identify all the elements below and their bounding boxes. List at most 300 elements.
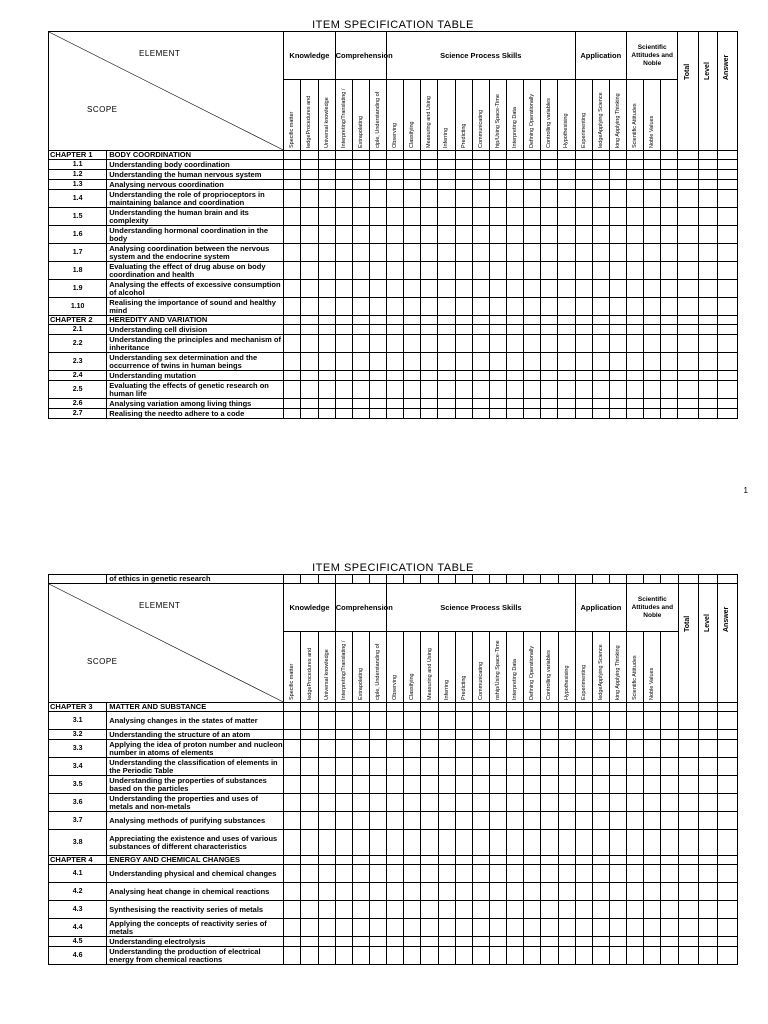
cell[interactable] xyxy=(644,151,661,160)
cell[interactable] xyxy=(421,776,438,794)
cell[interactable] xyxy=(387,856,404,865)
cell[interactable] xyxy=(541,703,558,712)
cell[interactable] xyxy=(421,160,438,170)
cell[interactable] xyxy=(489,371,506,381)
cell[interactable] xyxy=(404,830,421,856)
cell[interactable] xyxy=(661,151,678,160)
cell[interactable] xyxy=(472,712,489,730)
cell[interactable] xyxy=(661,794,678,812)
cell[interactable] xyxy=(717,812,737,830)
cell[interactable] xyxy=(678,856,698,865)
cell[interactable] xyxy=(678,381,698,399)
cell[interactable] xyxy=(558,381,575,399)
cell[interactable] xyxy=(575,280,592,298)
cell[interactable] xyxy=(592,712,609,730)
cell[interactable] xyxy=(698,947,717,965)
cell[interactable] xyxy=(575,371,592,381)
cell[interactable] xyxy=(335,160,352,170)
cell[interactable] xyxy=(506,409,523,419)
cell[interactable] xyxy=(592,325,609,335)
cell[interactable] xyxy=(387,730,404,740)
cell[interactable] xyxy=(627,812,644,830)
cell[interactable] xyxy=(627,901,644,919)
cell[interactable] xyxy=(318,856,335,865)
cell[interactable] xyxy=(284,919,301,937)
cell[interactable] xyxy=(541,794,558,812)
cell[interactable] xyxy=(506,190,523,208)
cell[interactable] xyxy=(421,712,438,730)
cell[interactable] xyxy=(387,280,404,298)
cell[interactable] xyxy=(575,399,592,409)
cell[interactable] xyxy=(541,335,558,353)
cell[interactable] xyxy=(352,262,369,280)
cell[interactable] xyxy=(678,335,698,353)
cell[interactable] xyxy=(661,776,678,794)
cell[interactable] xyxy=(661,170,678,180)
cell[interactable] xyxy=(717,325,737,335)
cell[interactable] xyxy=(626,262,643,280)
cell[interactable] xyxy=(284,325,301,335)
cell[interactable] xyxy=(301,883,318,901)
cell[interactable] xyxy=(558,151,575,160)
cell[interactable] xyxy=(438,712,455,730)
cell[interactable] xyxy=(369,335,386,353)
cell[interactable] xyxy=(661,180,678,190)
cell[interactable] xyxy=(370,883,387,901)
cell[interactable] xyxy=(644,190,661,208)
cell[interactable] xyxy=(472,947,489,965)
cell[interactable] xyxy=(678,170,698,180)
cell[interactable] xyxy=(661,325,678,335)
cell[interactable] xyxy=(524,865,541,883)
cell[interactable] xyxy=(352,226,369,244)
cell[interactable] xyxy=(575,712,592,730)
cell[interactable] xyxy=(524,298,541,316)
cell[interactable] xyxy=(644,776,661,794)
cell[interactable] xyxy=(609,244,626,262)
cell[interactable] xyxy=(627,575,644,584)
cell[interactable] xyxy=(626,280,643,298)
cell[interactable] xyxy=(284,794,301,812)
cell[interactable] xyxy=(507,830,524,856)
cell[interactable] xyxy=(558,160,575,170)
cell[interactable] xyxy=(284,298,301,316)
cell[interactable] xyxy=(387,190,404,208)
cell[interactable] xyxy=(318,180,335,190)
cell[interactable] xyxy=(301,830,318,856)
cell[interactable] xyxy=(489,399,506,409)
cell[interactable] xyxy=(575,830,592,856)
cell[interactable] xyxy=(541,901,558,919)
cell[interactable] xyxy=(541,575,558,584)
cell[interactable] xyxy=(301,262,318,280)
cell[interactable] xyxy=(609,335,626,353)
cell[interactable] xyxy=(644,794,661,812)
cell[interactable] xyxy=(318,381,335,399)
cell[interactable] xyxy=(387,865,404,883)
cell[interactable] xyxy=(335,316,352,325)
cell[interactable] xyxy=(369,262,386,280)
cell[interactable] xyxy=(455,712,472,730)
cell[interactable] xyxy=(489,353,506,371)
cell[interactable] xyxy=(644,208,661,226)
cell[interactable] xyxy=(404,740,421,758)
cell[interactable] xyxy=(301,865,318,883)
cell[interactable] xyxy=(490,947,507,965)
cell[interactable] xyxy=(421,856,438,865)
cell[interactable] xyxy=(558,244,575,262)
cell[interactable] xyxy=(717,901,737,919)
cell[interactable] xyxy=(489,335,506,353)
cell[interactable] xyxy=(644,865,661,883)
cell[interactable] xyxy=(644,575,661,584)
cell[interactable] xyxy=(609,226,626,244)
cell[interactable] xyxy=(387,262,404,280)
cell[interactable] xyxy=(404,947,421,965)
cell[interactable] xyxy=(506,226,523,244)
cell[interactable] xyxy=(352,316,369,325)
cell[interactable] xyxy=(541,151,558,160)
cell[interactable] xyxy=(609,381,626,399)
cell[interactable] xyxy=(490,812,507,830)
cell[interactable] xyxy=(284,865,301,883)
cell[interactable] xyxy=(644,758,661,776)
cell[interactable] xyxy=(627,712,644,730)
cell[interactable] xyxy=(644,353,661,371)
cell[interactable] xyxy=(335,280,352,298)
cell[interactable] xyxy=(352,151,369,160)
cell[interactable] xyxy=(678,919,698,937)
cell[interactable] xyxy=(352,830,369,856)
cell[interactable] xyxy=(507,740,524,758)
cell[interactable] xyxy=(524,776,541,794)
cell[interactable] xyxy=(558,937,575,947)
cell[interactable] xyxy=(575,208,592,226)
cell[interactable] xyxy=(575,883,592,901)
cell[interactable] xyxy=(438,865,455,883)
cell[interactable] xyxy=(609,316,626,325)
cell[interactable] xyxy=(507,937,524,947)
cell[interactable] xyxy=(318,712,335,730)
cell[interactable] xyxy=(472,316,489,325)
cell[interactable] xyxy=(301,190,318,208)
cell[interactable] xyxy=(575,703,592,712)
cell[interactable] xyxy=(455,244,472,262)
cell[interactable] xyxy=(698,830,717,856)
cell[interactable] xyxy=(626,381,643,399)
cell[interactable] xyxy=(661,856,678,865)
cell[interactable] xyxy=(455,298,472,316)
cell[interactable] xyxy=(352,856,369,865)
cell[interactable] xyxy=(698,160,717,170)
cell[interactable] xyxy=(592,830,609,856)
cell[interactable] xyxy=(524,758,541,776)
cell[interactable] xyxy=(472,758,489,776)
cell[interactable] xyxy=(318,794,335,812)
cell[interactable] xyxy=(318,316,335,325)
cell[interactable] xyxy=(558,856,575,865)
cell[interactable] xyxy=(318,280,335,298)
cell[interactable] xyxy=(284,937,301,947)
cell[interactable] xyxy=(455,381,472,399)
cell[interactable] xyxy=(387,703,404,712)
cell[interactable] xyxy=(352,740,369,758)
cell[interactable] xyxy=(644,325,661,335)
cell[interactable] xyxy=(592,703,609,712)
cell[interactable] xyxy=(717,226,737,244)
cell[interactable] xyxy=(609,575,626,584)
cell[interactable] xyxy=(318,740,335,758)
cell[interactable] xyxy=(558,812,575,830)
cell[interactable] xyxy=(627,947,644,965)
cell[interactable] xyxy=(627,794,644,812)
cell[interactable] xyxy=(284,575,301,584)
cell[interactable] xyxy=(490,730,507,740)
cell[interactable] xyxy=(524,316,541,325)
cell[interactable] xyxy=(421,335,438,353)
cell[interactable] xyxy=(627,776,644,794)
cell[interactable] xyxy=(506,160,523,170)
cell[interactable] xyxy=(335,830,352,856)
cell[interactable] xyxy=(404,151,421,160)
cell[interactable] xyxy=(369,244,386,262)
cell[interactable] xyxy=(301,381,318,399)
cell[interactable] xyxy=(301,575,318,584)
cell[interactable] xyxy=(507,703,524,712)
cell[interactable] xyxy=(717,919,737,937)
cell[interactable] xyxy=(421,244,438,262)
cell[interactable] xyxy=(558,740,575,758)
cell[interactable] xyxy=(438,353,455,371)
cell[interactable] xyxy=(717,381,737,399)
cell[interactable] xyxy=(335,208,352,226)
cell[interactable] xyxy=(301,794,318,812)
cell[interactable] xyxy=(404,280,421,298)
cell[interactable] xyxy=(717,730,737,740)
cell[interactable] xyxy=(661,298,678,316)
cell[interactable] xyxy=(318,947,335,965)
cell[interactable] xyxy=(472,776,489,794)
cell[interactable] xyxy=(558,703,575,712)
cell[interactable] xyxy=(541,740,558,758)
cell[interactable] xyxy=(698,703,717,712)
cell[interactable] xyxy=(472,937,489,947)
cell[interactable] xyxy=(370,575,387,584)
cell[interactable] xyxy=(472,226,489,244)
cell[interactable] xyxy=(301,353,318,371)
cell[interactable] xyxy=(678,703,698,712)
cell[interactable] xyxy=(352,794,369,812)
cell[interactable] xyxy=(661,901,678,919)
cell[interactable] xyxy=(506,381,523,399)
cell[interactable] xyxy=(678,776,698,794)
cell[interactable] xyxy=(541,353,558,371)
cell[interactable] xyxy=(404,730,421,740)
cell[interactable] xyxy=(369,325,386,335)
cell[interactable] xyxy=(421,740,438,758)
cell[interactable] xyxy=(575,325,592,335)
cell[interactable] xyxy=(455,316,472,325)
cell[interactable] xyxy=(575,901,592,919)
cell[interactable] xyxy=(387,830,404,856)
cell[interactable] xyxy=(698,740,717,758)
cell[interactable] xyxy=(644,180,661,190)
cell[interactable] xyxy=(541,170,558,180)
cell[interactable] xyxy=(421,151,438,160)
cell[interactable] xyxy=(717,335,737,353)
cell[interactable] xyxy=(661,160,678,170)
cell[interactable] xyxy=(698,226,717,244)
cell[interactable] xyxy=(558,399,575,409)
cell[interactable] xyxy=(370,776,387,794)
cell[interactable] xyxy=(472,830,489,856)
cell[interactable] xyxy=(678,901,698,919)
cell[interactable] xyxy=(661,316,678,325)
cell[interactable] xyxy=(472,730,489,740)
cell[interactable] xyxy=(318,399,335,409)
cell[interactable] xyxy=(352,180,369,190)
cell[interactable] xyxy=(472,170,489,180)
cell[interactable] xyxy=(387,776,404,794)
cell[interactable] xyxy=(678,353,698,371)
cell[interactable] xyxy=(352,353,369,371)
cell[interactable] xyxy=(301,776,318,794)
cell[interactable] xyxy=(284,856,301,865)
cell[interactable] xyxy=(609,712,626,730)
cell[interactable] xyxy=(609,353,626,371)
cell[interactable] xyxy=(626,244,643,262)
cell[interactable] xyxy=(558,226,575,244)
cell[interactable] xyxy=(592,937,609,947)
cell[interactable] xyxy=(609,758,626,776)
cell[interactable] xyxy=(455,151,472,160)
cell[interactable] xyxy=(404,794,421,812)
cell[interactable] xyxy=(592,865,609,883)
cell[interactable] xyxy=(507,776,524,794)
cell[interactable] xyxy=(541,812,558,830)
cell[interactable] xyxy=(698,371,717,381)
cell[interactable] xyxy=(575,740,592,758)
cell[interactable] xyxy=(698,170,717,180)
cell[interactable] xyxy=(284,180,301,190)
cell[interactable] xyxy=(369,190,386,208)
cell[interactable] xyxy=(592,730,609,740)
cell[interactable] xyxy=(352,703,369,712)
cell[interactable] xyxy=(626,371,643,381)
cell[interactable] xyxy=(661,244,678,262)
cell[interactable] xyxy=(609,883,626,901)
cell[interactable] xyxy=(609,298,626,316)
cell[interactable] xyxy=(490,937,507,947)
cell[interactable] xyxy=(404,856,421,865)
cell[interactable] xyxy=(609,151,626,160)
cell[interactable] xyxy=(284,262,301,280)
cell[interactable] xyxy=(524,901,541,919)
cell[interactable] xyxy=(717,830,737,856)
cell[interactable] xyxy=(489,226,506,244)
cell[interactable] xyxy=(541,919,558,937)
cell[interactable] xyxy=(575,865,592,883)
cell[interactable] xyxy=(370,830,387,856)
cell[interactable] xyxy=(369,151,386,160)
cell[interactable] xyxy=(301,244,318,262)
cell[interactable] xyxy=(370,856,387,865)
cell[interactable] xyxy=(717,703,737,712)
cell[interactable] xyxy=(301,170,318,180)
cell[interactable] xyxy=(335,812,352,830)
cell[interactable] xyxy=(558,353,575,371)
cell[interactable] xyxy=(387,208,404,226)
cell[interactable] xyxy=(644,830,661,856)
cell[interactable] xyxy=(698,575,717,584)
cell[interactable] xyxy=(438,409,455,419)
cell[interactable] xyxy=(335,353,352,371)
cell[interactable] xyxy=(421,262,438,280)
cell[interactable] xyxy=(318,335,335,353)
cell[interactable] xyxy=(644,919,661,937)
cell[interactable] xyxy=(318,298,335,316)
cell[interactable] xyxy=(506,371,523,381)
cell[interactable] xyxy=(404,325,421,335)
cell[interactable] xyxy=(472,244,489,262)
cell[interactable] xyxy=(421,325,438,335)
cell[interactable] xyxy=(698,865,717,883)
cell[interactable] xyxy=(698,381,717,399)
cell[interactable] xyxy=(318,703,335,712)
cell[interactable] xyxy=(301,901,318,919)
cell[interactable] xyxy=(678,208,698,226)
cell[interactable] xyxy=(506,335,523,353)
cell[interactable] xyxy=(541,180,558,190)
cell[interactable] xyxy=(627,740,644,758)
cell[interactable] xyxy=(717,353,737,371)
cell[interactable] xyxy=(455,170,472,180)
cell[interactable] xyxy=(644,812,661,830)
cell[interactable] xyxy=(575,919,592,937)
cell[interactable] xyxy=(301,947,318,965)
cell[interactable] xyxy=(661,712,678,730)
cell[interactable] xyxy=(678,883,698,901)
cell[interactable] xyxy=(507,758,524,776)
cell[interactable] xyxy=(678,794,698,812)
cell[interactable] xyxy=(455,703,472,712)
cell[interactable] xyxy=(661,262,678,280)
cell[interactable] xyxy=(592,883,609,901)
cell[interactable] xyxy=(404,353,421,371)
cell[interactable] xyxy=(301,180,318,190)
cell[interactable] xyxy=(524,919,541,937)
cell[interactable] xyxy=(717,244,737,262)
cell[interactable] xyxy=(507,919,524,937)
cell[interactable] xyxy=(592,280,609,298)
cell[interactable] xyxy=(558,758,575,776)
cell[interactable] xyxy=(404,758,421,776)
cell[interactable] xyxy=(490,776,507,794)
cell[interactable] xyxy=(541,409,558,419)
cell[interactable] xyxy=(284,208,301,226)
cell[interactable] xyxy=(507,901,524,919)
cell[interactable] xyxy=(387,575,404,584)
cell[interactable] xyxy=(455,190,472,208)
cell[interactable] xyxy=(489,298,506,316)
cell[interactable] xyxy=(387,371,404,381)
cell[interactable] xyxy=(524,151,541,160)
cell[interactable] xyxy=(524,947,541,965)
cell[interactable] xyxy=(575,244,592,262)
cell[interactable] xyxy=(438,262,455,280)
cell[interactable] xyxy=(335,409,352,419)
cell[interactable] xyxy=(541,758,558,776)
